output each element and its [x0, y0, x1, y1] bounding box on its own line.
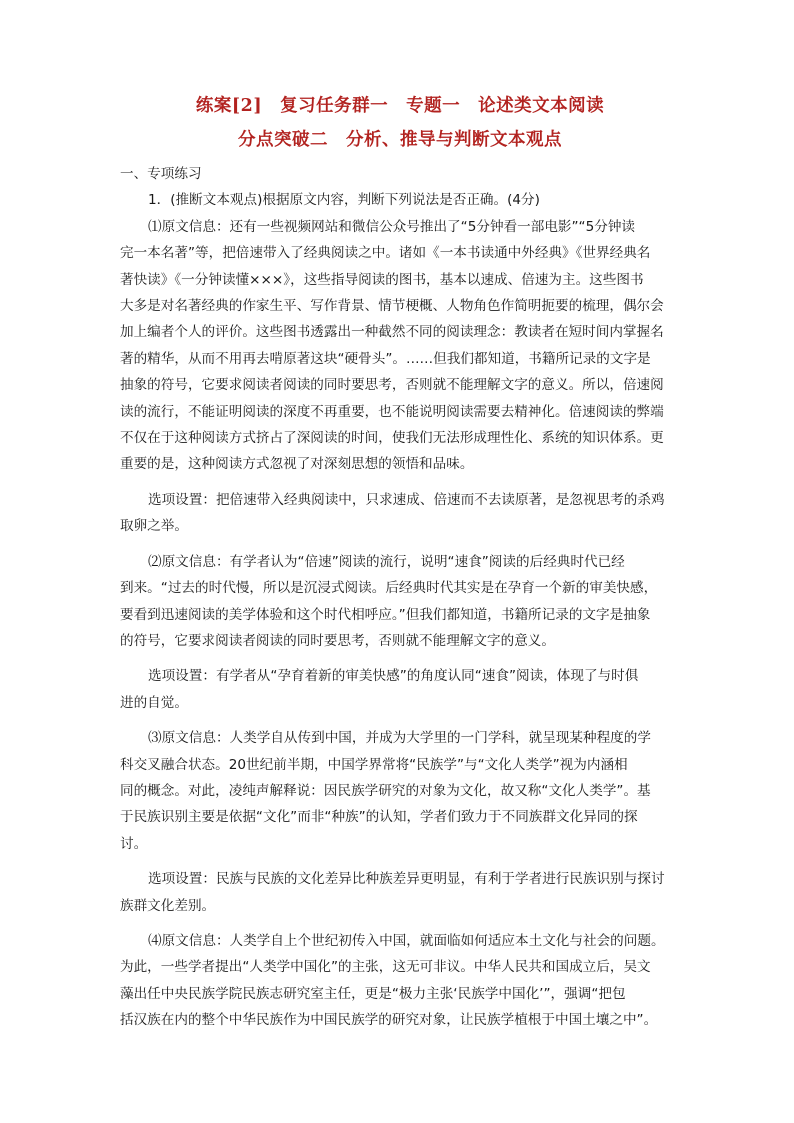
item-4 — [120, 928, 680, 1034]
item-1-source-line: 大多是对名著经典的作家生平、写作背景、情节梗概、人物角色作简明扼要的梳理，偶尔会 — [120, 298, 664, 315]
item-2-source-line: 到来。“过去的时代慢，所以是沉浸式阅读。后经典时代其实是在孕育一个新的审美快感， — [120, 580, 658, 597]
item-4-source-line: ⑷原文信息：人类学自上个世纪初传入中国，就面临如何适应本土文化与社会的问题。 — [148, 932, 665, 949]
item-1 — [120, 214, 680, 540]
item-3-source-line: ⑶原文信息：人类学自从传到中国，并成为大学里的一门学科，就呈现某种程度的学 — [148, 730, 651, 747]
item-2-source-line: 要看到迅速阅读的美学体验和这个时代相呼应。”但我们都知道，书籍所记录的文字是抽象 — [120, 606, 651, 623]
item-1-source-line: 不仅在于这种阅读方式挤占了深阅读的时间，使我们无法形成理性化、系统的知识体系。更 — [120, 430, 664, 447]
item-3-source-line: 讨。 — [120, 835, 148, 852]
item-3 — [120, 725, 680, 919]
item-3-option-line: 族群文化差别。 — [120, 897, 216, 914]
item-1-source-line: 重要的是，这种阅读方式忽视了对深刻思想的领悟和品味。 — [120, 456, 474, 473]
exercise-subtitle: 分点突破二 分析、推导与判断文本观点 — [238, 130, 562, 150]
item-1-source-line: 加上编者个人的评价。这些图书透露出一种截然不同的阅读理念：教读者在短时间内掌握名 — [120, 324, 664, 341]
item-1-source-line: 著的精华，从而不用再去啃原著这块“硬骨头”。……但我们都知道，书籍所记录的文字是 — [120, 350, 651, 367]
item-2 — [120, 549, 680, 716]
item-2-option-line: 选项设置：有学者从“孕育着新的审美快感”的角度认同“速食”阅读，体现了与时俱 — [148, 668, 639, 685]
item-2-source-line: ⑵原文信息：有学者认为“倍速”阅读的流行，说明“速食”阅读的后经典时代已经 — [148, 553, 625, 570]
item-2-source-line: 的符号，它要求阅读者阅读的同时要思考，否则就不能理解文字的意义。 — [120, 632, 555, 649]
item-4-source-line: 为此，一些学者提出“人类学中国化”的主张，这无可非议。中华人民共和国成立后，吴文 — [120, 959, 651, 976]
item-3-source-line: 科交叉融合状态。20世纪前半期，中国学界常将“民族学”与“文化人类学”视为内涵相 — [120, 756, 628, 773]
section-heading: 一、专项练习 — [120, 166, 202, 182]
item-1-source-line: 抽象的符号，它要求阅读者阅读的同时要思考，否则就不能理解文字的意义。所以，倍速阅 — [120, 377, 664, 394]
item-3-source-line: 于民族识别主要是依据“文化”而非“种族”的认知，学者们致力于不同族群文化异同的探 — [120, 809, 638, 826]
item-1-source-line: 著快读》《一分钟读懂×××》，这些指导阅读的图书，基本以速成、倍速为主。这些图书 — [120, 271, 644, 288]
document-body — [120, 92, 680, 1034]
item-1-source-line: ⑴原文信息：还有一些视频网站和微信公众号推出了“5分钟看一部电影”“5分钟读 — [148, 218, 636, 235]
item-3-option-line: 选项设置：民族与民族的文化差异比种族差异更明显，有利于学者进行民族识别与探讨 — [148, 871, 665, 888]
item-1-option-line: 选项设置：把倍速带入经典阅读中，只求速成、倍速而不去读原著，是忽视思考的杀鸡 — [148, 491, 665, 508]
item-4-source-line: 括汉族在内的整个中华民族作为中国民族学的研究对象，让民族学植根于中国土壤之中”。 — [120, 1012, 658, 1029]
item-3-source-line: 同的概念。对此，凌纯声解释说：因民族学研究的对象为文化，故又称“文化人类学”。基 — [120, 782, 651, 799]
question-stem: 1．(推断文本观点)根据原文内容，判断下列说法是否正确。(4分) — [148, 192, 540, 209]
item-1-source-line: 读的流行，不能证明阅读的深度不再重要，也不能说明阅读需要去精神化。倍速阅读的弊端 — [120, 403, 664, 420]
exercise-title: 练案[2] 复习任务群一 专题一 论述类文本阅读 — [195, 96, 605, 116]
item-4-source-line: 藻出任中央民族学院民族志研究室主任，更是“极力主张‘民族学中国化’”，强调“把包 — [120, 985, 626, 1002]
item-2-option-line: 进的自觉。 — [120, 694, 188, 711]
item-1-source-line: 完一本名著”等，把倍速带入了经典阅读之中。诸如《一本书读通中外经典》《世界经典名 — [120, 245, 651, 262]
item-1-option-line: 取卵之举。 — [120, 518, 188, 535]
